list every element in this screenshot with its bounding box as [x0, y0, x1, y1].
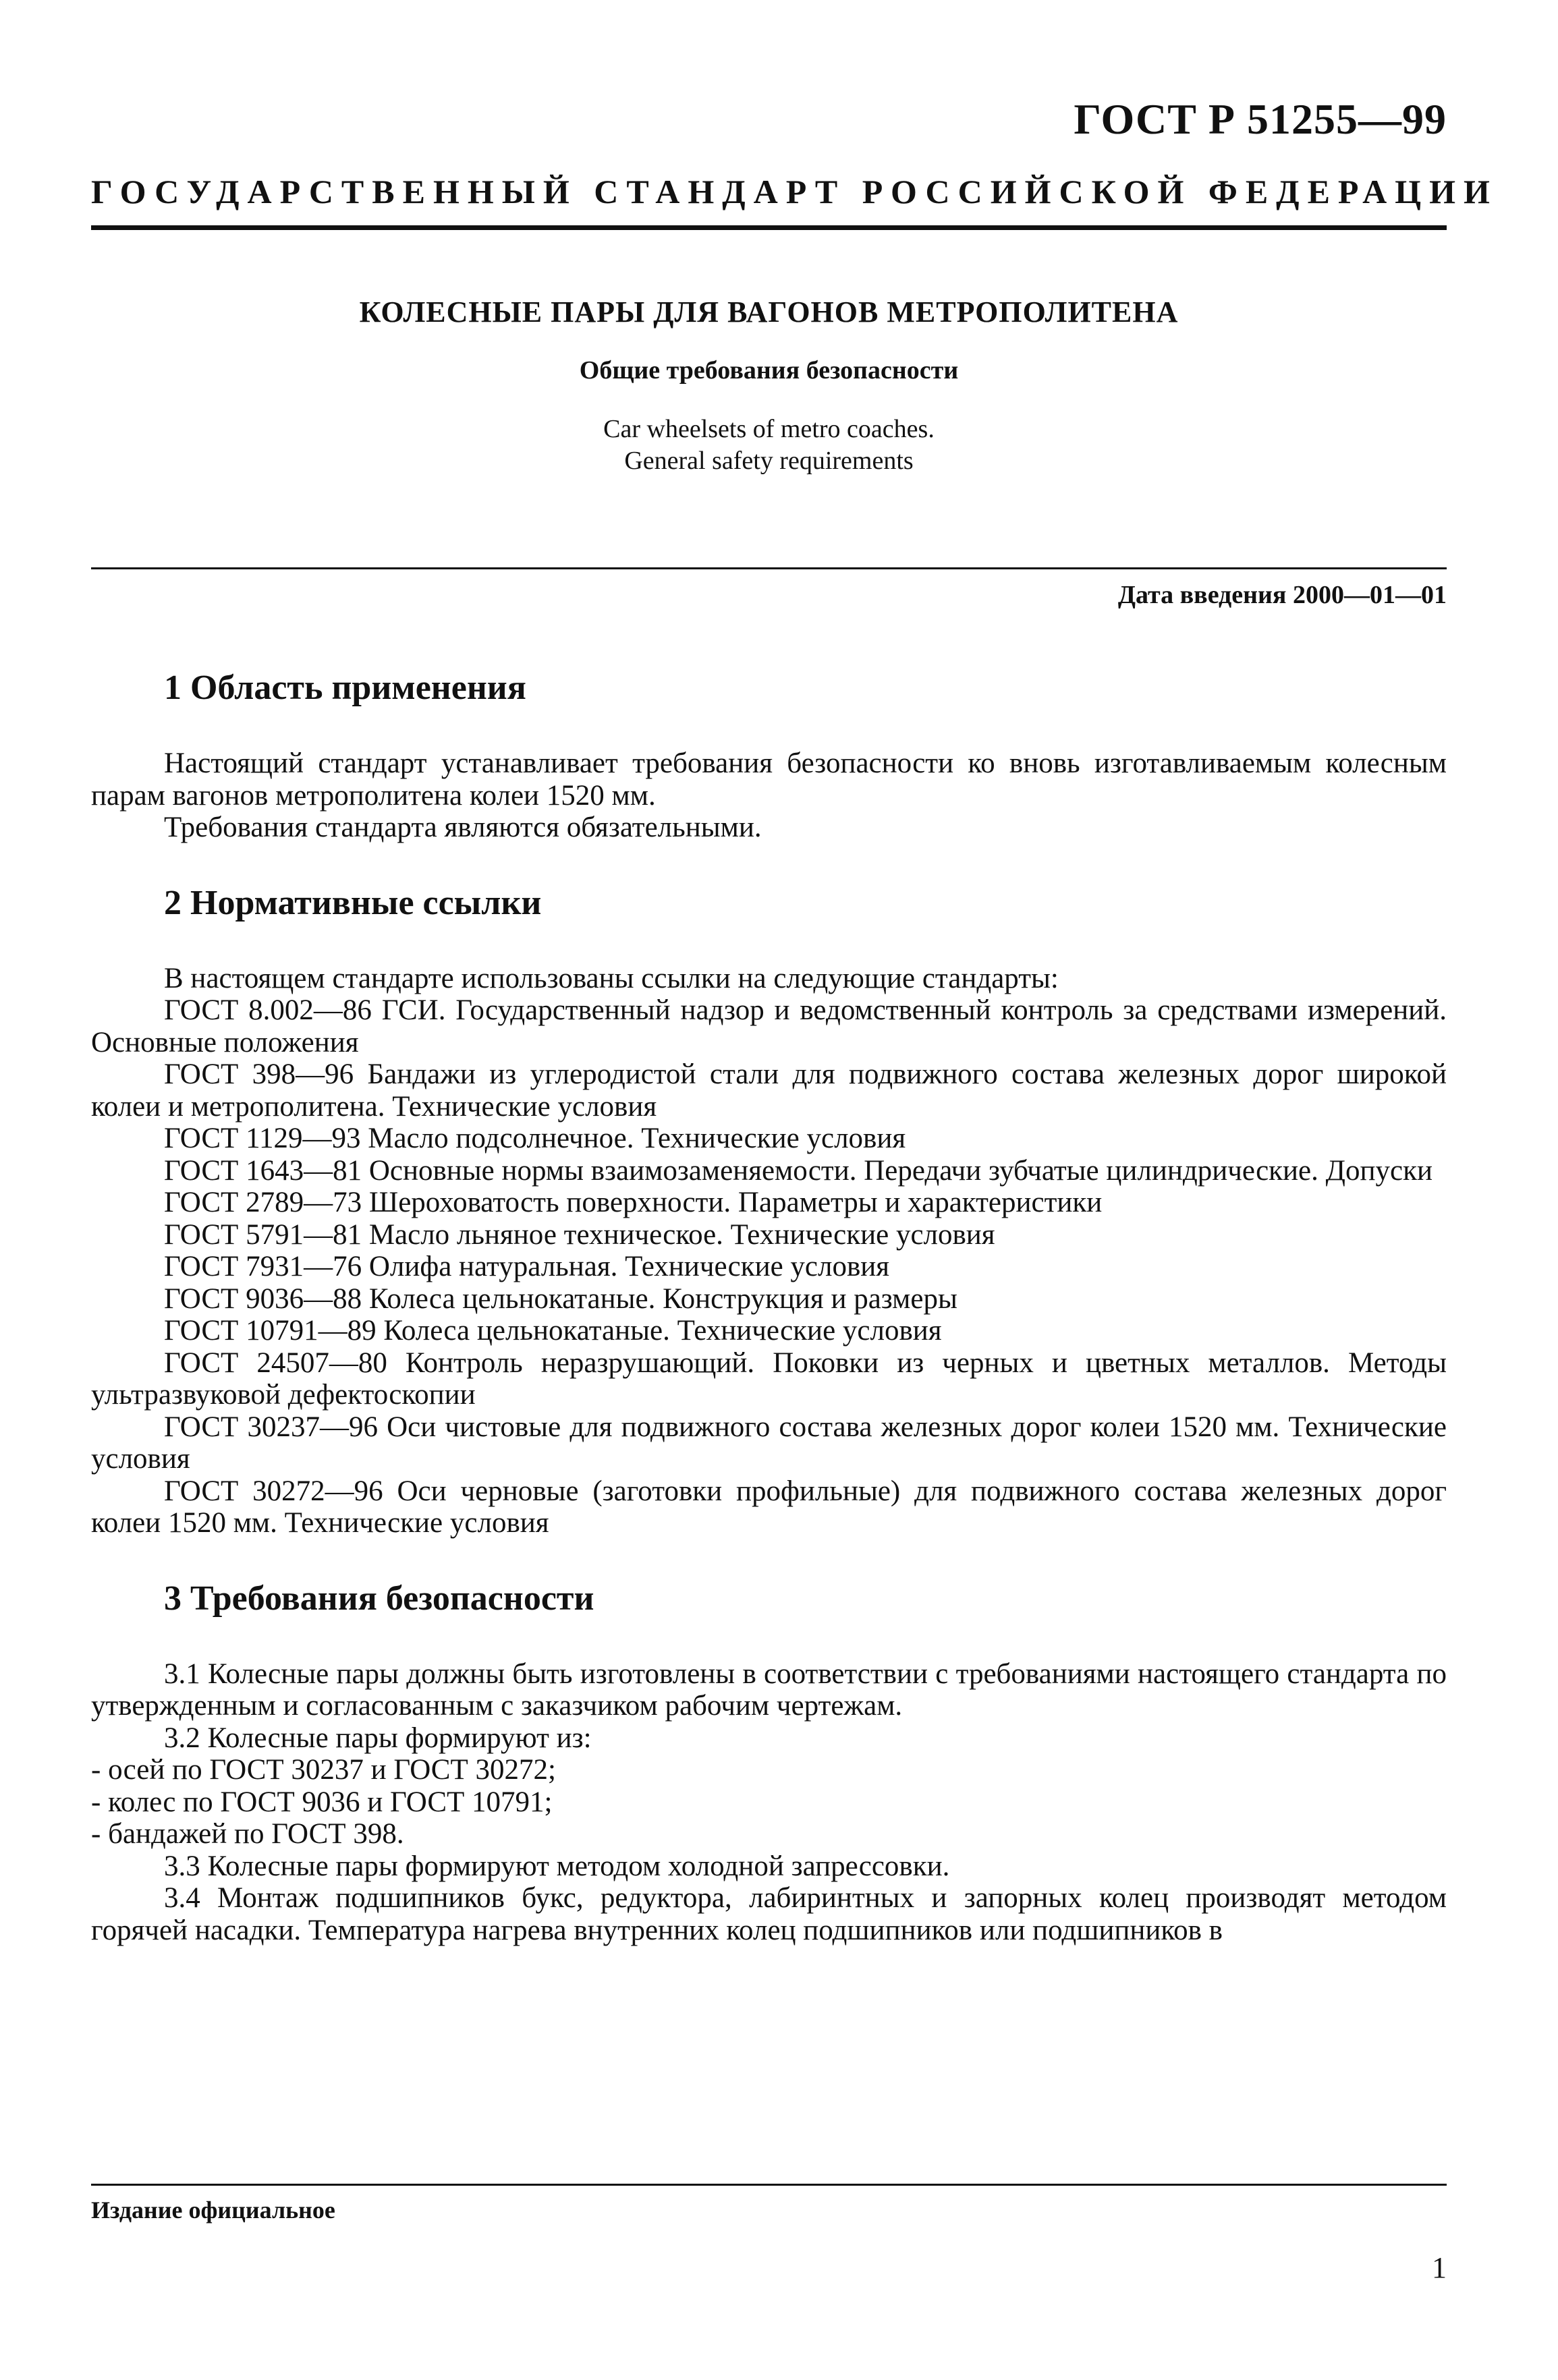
section-2-heading: 2 Нормативные ссылки: [164, 883, 542, 922]
standard-title: КОЛЕСНЫЕ ПАРЫ ДЛЯ ВАГОНОВ МЕТРОПОЛИТЕНА: [359, 295, 1179, 329]
state-standard-title: ГОСУДАРСТВЕННЫЙ СТАНДАРТ РОССИЙСКОЙ ФЕДЕРАЦИИ: [91, 173, 1498, 210]
english-title-line1: Car wheelsets of metro coaches.: [603, 415, 935, 443]
title-rule: [91, 567, 1447, 569]
clause-3-4: 3.4 Монтаж подшипников букс, редуктора, лабиринтных и запорных колец производят методом горячей насадки. Температура нагрева внутренних колец подшипников или подшипников в: [91, 1882, 1447, 1946]
reference-item: ГОСТ 2789—73 Шероховатость поверхности. Параметры и характеристики: [164, 1187, 1103, 1218]
clause-3-3: 3.3 Колесные пары формируют методом холодной запрессовки.: [164, 1850, 950, 1882]
edition-label: Издание официальное: [91, 2197, 335, 2223]
clause-3-2: 3.2 Колесные пары формируют из:: [164, 1722, 592, 1754]
reference-item: ГОСТ 8.002—86 ГСИ. Государственный надзор и ведомственный контроль за средствами измерений. Основные положения: [91, 994, 1447, 1058]
list-item: - колес по ГОСТ 9036 и ГОСТ 10791;: [91, 1786, 553, 1818]
section-1-paragraph: Требования стандарта являются обязательными.: [164, 812, 762, 843]
standard-subtitle: Общие требования безопасности: [579, 356, 959, 385]
footer-rule: [91, 2184, 1447, 2186]
reference-item: ГОСТ 1643—81 Основные нормы взаимозаменяемости. Передачи зубчатые цилиндрические. Допуски: [164, 1154, 1432, 1187]
list-item: - осей по ГОСТ 30237 и ГОСТ 30272;: [91, 1754, 556, 1786]
references-intro: В настоящем стандарте использованы ссылки на следующие стандарты:: [164, 962, 1059, 994]
list-item: - бандажей по ГОСТ 398.: [91, 1818, 404, 1850]
reference-item: ГОСТ 10791—89 Колеса цельнокатаные. Технические условия: [164, 1315, 942, 1347]
reference-item: ГОСТ 9036—88 Колеса цельнокатаные. Конструкция и размеры: [164, 1282, 957, 1315]
reference-item: ГОСТ 1129—93 Масло подсолнечное. Технические условия: [164, 1123, 906, 1154]
document-code: ГОСТ Р 51255—99: [1074, 95, 1447, 143]
reference-item: ГОСТ 30272—96 Оси черновые (заготовки профильные) для подвижного состава железных дорог колеи 1520 мм. Технические условия: [91, 1475, 1447, 1539]
section-1-paragraph: Настоящий стандарт устанавливает требования безопасности ко вновь изготавливаемым колесным парам вагонов метрополитена колеи 1520 мм.: [91, 747, 1447, 812]
reference-item: ГОСТ 7931—76 Олифа натуральная. Технические условия: [164, 1251, 890, 1282]
introduction-date: Дата введения 2000—01—01: [1117, 581, 1447, 609]
page-number: 1: [1432, 2251, 1447, 2284]
reference-item: ГОСТ 30237—96 Оси чистовые для подвижного состава железных дорог колеи 1520 мм. Технические условия: [91, 1411, 1447, 1475]
english-title: [91, 414, 1447, 477]
document-body: [91, 668, 1447, 1946]
reference-item: ГОСТ 398—96 Бандажи из углеродистой стали для подвижного состава железных дорог широкой колеи и метрополитена. Технические условия: [91, 1058, 1447, 1123]
reference-item: ГОСТ 24507—80 Контроль неразрушающий. Поковки из черных и цветных металлов. Методы ультразвуковой дефектоскопии: [91, 1347, 1447, 1411]
header-rule: [91, 225, 1447, 230]
section-3-heading: 3 Требования безопасности: [164, 1579, 594, 1618]
reference-item: ГОСТ 5791—81 Масло льняное техническое. Технические условия: [164, 1218, 995, 1251]
english-title-line2: General safety requirements: [624, 447, 914, 475]
clause-3-1: 3.1 Колесные пары должны быть изготовлены в соответствии с требованиями настоящего стандарта по утвержденным и согласованным с заказчиком рабочим чертежам.: [91, 1658, 1447, 1722]
section-1-heading: 1 Область применения: [164, 669, 526, 707]
